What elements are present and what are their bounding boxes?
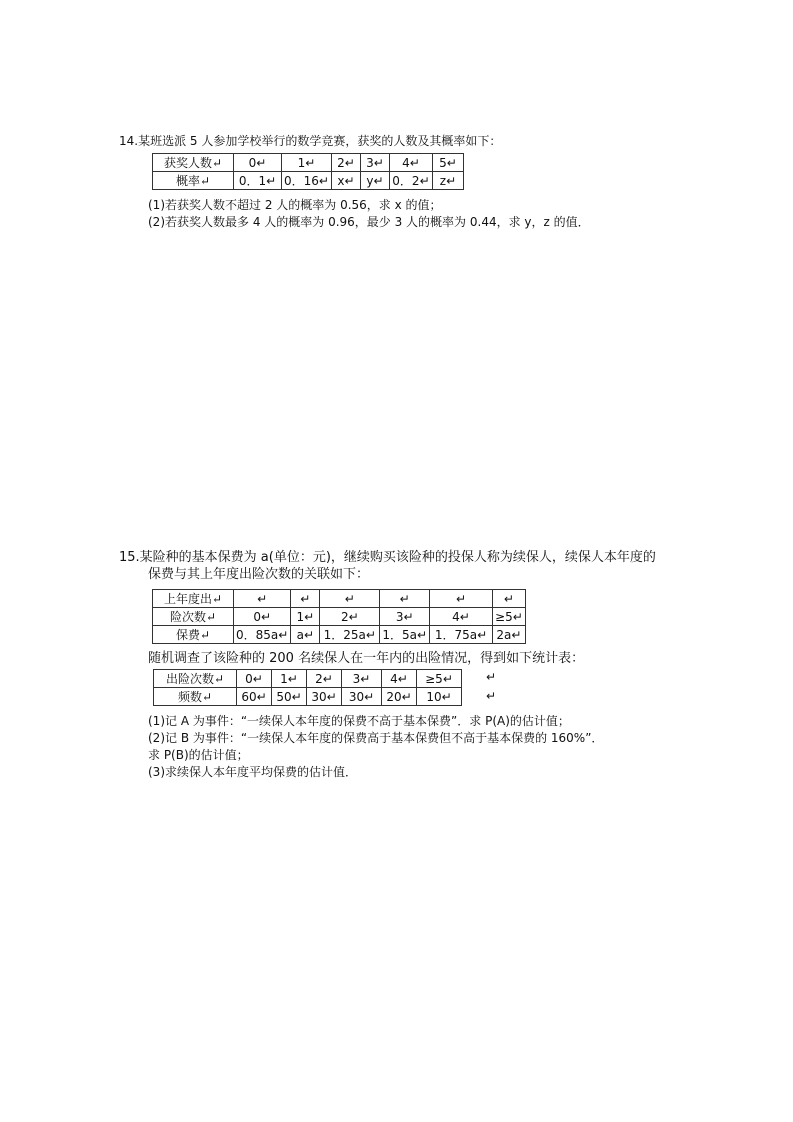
table-cell: 1↵ [291, 608, 320, 626]
table-cell: 上年度出↵ [153, 590, 234, 608]
table-cell: 3↵ [380, 608, 430, 626]
table-cell: 1．75a↵ [430, 626, 493, 644]
table-cell: 60↵ [237, 688, 272, 706]
question-15-part-2b: 求 P(B)的估计值； [148, 748, 249, 762]
table-cell: 2a↵ [493, 626, 526, 644]
table-cell: a↵ [291, 626, 320, 644]
table-cell: 2↵ [320, 608, 380, 626]
table-cell: 3↵ [360, 154, 389, 172]
table-cell: 0↵ [234, 608, 291, 626]
table-cell: 保费↵ [153, 626, 234, 644]
table-cell: 0．16↵ [282, 172, 332, 190]
table-row [153, 590, 526, 608]
table-row [154, 670, 462, 688]
row-end-mark: ↵ [486, 689, 497, 703]
question-15-line-2: 保费与其上年度出险次数的关联如下： [148, 567, 370, 582]
table-cell: 获奖人数↵ [153, 154, 234, 172]
table-row [154, 688, 462, 706]
question-14-parts [119, 197, 590, 231]
question-14-title: 14.某班选派 5 人参加学校举行的数学竞赛，获奖的人数及其概率如下： [119, 134, 502, 148]
table-row [153, 626, 526, 644]
table-cell: 出险次数↵ [154, 670, 237, 688]
table-cell: ↵ [320, 590, 380, 608]
table-cell: 4↵ [382, 670, 417, 688]
table-cell: 20↵ [382, 688, 417, 706]
table-cell: 0．2↵ [389, 172, 432, 190]
table-cell: 2↵ [307, 670, 342, 688]
table-cell: z↵ [432, 172, 463, 190]
table-cell: ↵ [430, 590, 493, 608]
table-cell: ↵ [493, 590, 526, 608]
table-cell: 30↵ [307, 688, 342, 706]
table-cell: 0．1↵ [234, 172, 282, 190]
question-15-line-3: 随机调查了该险种的 200 名续保人在一年内的出险情况，得到如下统计表： [148, 651, 585, 666]
table-cell: x↵ [331, 172, 360, 190]
table-cell: y↵ [360, 172, 389, 190]
table-row [153, 154, 464, 172]
question-15-parts [119, 713, 603, 781]
table-cell: 概率↵ [153, 172, 234, 190]
table-cell: ↵ [291, 590, 320, 608]
table-cell: ≥5↵ [417, 670, 462, 688]
table-cell: 0↵ [237, 670, 272, 688]
table-cell: 5↵ [432, 154, 463, 172]
table-cell: 0．85a↵ [234, 626, 291, 644]
table-cell: 3↵ [342, 670, 382, 688]
premium-table [152, 589, 526, 644]
row-end-mark: ↵ [486, 670, 497, 684]
question-14 [119, 133, 501, 150]
table-cell: ≥5↵ [493, 608, 526, 626]
table-cell: 50↵ [272, 688, 307, 706]
table-cell: 0↵ [234, 154, 282, 172]
award-probability-table [152, 153, 464, 190]
table-row [153, 172, 464, 190]
table-cell: 1↵ [272, 670, 307, 688]
table-cell: 30↵ [342, 688, 382, 706]
table-row [153, 608, 526, 626]
table-cell: 险次数↵ [153, 608, 234, 626]
table-cell: 10↵ [417, 688, 462, 706]
table-cell: 4↵ [389, 154, 432, 172]
frequency-table [153, 669, 462, 706]
table-cell: 1↵ [282, 154, 332, 172]
table-cell: 1．25a↵ [320, 626, 380, 644]
table-cell: ↵ [380, 590, 430, 608]
table-cell: 1．5a↵ [380, 626, 430, 644]
question-15-part-2a: (2)记 B 为事件：“一续保人本年度的保费高于基本保费但不高于基本保费的 160%”． [148, 731, 604, 745]
table-cell: 4↵ [430, 608, 493, 626]
question-15-part-3: (3)求续保人本年度平均保费的估计值． [148, 765, 357, 779]
question-15-survey [119, 650, 584, 667]
table-cell: 频数↵ [154, 688, 237, 706]
question-15-line-1: 15.某险种的基本保费为 a(单位：元)，继续购买该险种的投保人称为续保人，续保人本年度的 [119, 550, 656, 565]
question-15-part-1: (1)记 A 为事件：“一续保人本年度的保费不高于基本保费”．求 P(A)的估计值； [148, 714, 570, 728]
table-cell: ↵ [234, 590, 291, 608]
question-14-part-2: (2)若获奖人数最多 4 人的概率为 0.96，最少 3 人的概率为 0.44，求 y，z 的值． [148, 215, 590, 229]
question-15 [119, 549, 656, 583]
table-cell: 2↵ [331, 154, 360, 172]
question-14-part-1: (1)若获奖人数不超过 2 人的概率为 0.56，求 x 的值； [148, 198, 442, 212]
